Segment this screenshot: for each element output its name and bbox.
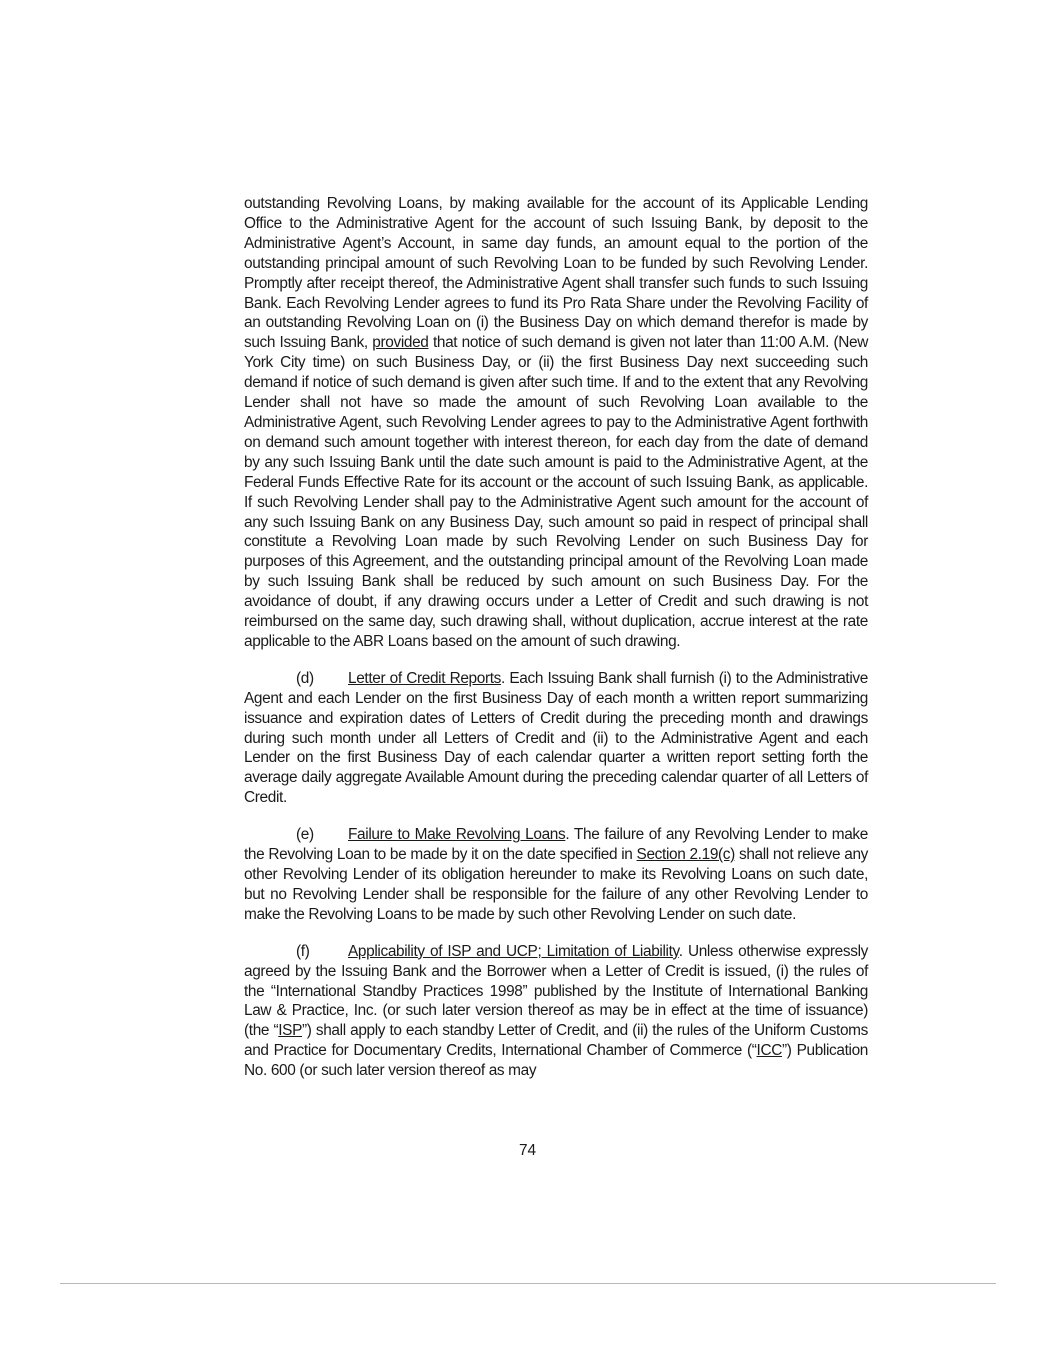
section-e-text-2: shall not relieve any other Revolving Lender of its obligation hereunder to make its Revolving Loans on such date, but no Revolving Lender shall be responsible for the failure of any other Revolving Lender to make the Revolving Loans to be made by such other Revolving Lender on such date. <box>244 846 869 923</box>
section-e-text-1: . The failure of any Revolving Lender to make the Revolving Loan to be made by it on the date specified in <box>244 826 868 864</box>
section-e-paragraph <box>244 825 868 925</box>
footer-divider <box>60 1283 996 1284</box>
isp-term: ISP <box>278 1022 302 1040</box>
section-e-number: (e) <box>296 826 314 844</box>
provided-term: provided <box>372 334 429 352</box>
section-f-paragraph <box>244 942 868 1081</box>
section-d-heading: Letter of Credit Reports <box>348 669 502 687</box>
p1-text-2: that notice of such demand is given not later than 11:00 A.M. (New York City time) on such Business Day, or (ii) the first Business Day next succeeding such demand if notice of such demand is given after such time. If and to the extent that any Revolving Lender shall not have so made the amount of such Revolving Loan available to the Administrative Agent, such Revolving Lender agrees to pay to the Administrative Agent forthwith on demand such amount together with interest thereon, for each day from the date of demand by any such Issuing Bank until the date such amount is paid to the Administrative Agent, at the Federal Funds Effective Rate for its account or the account of such Issuing Bank, as applicable. If such Revolving Lender shall pay to the Administrative Agent such amount for the account of any such Issuing Bank on any Business Day, such amount so paid in respect of principal shall constitute a Revolving Loan made by such Revolving Lender on such Business Day for purposes of this Agreement, and the outstanding principal amount of the Revolving Loan made by such Issuing Bank shall be reduced by such amount on such Business Day. For the avoidance of doubt, if any drawing occurs under a Letter of Credit and such drawing is not reimbursed on the same day, such drawing shall, without duplication, accrue interest at the rate applicable to the ABR Loans based on the amount of such drawing. <box>244 334 868 650</box>
section-reference: Section 2.19(c) <box>636 846 735 864</box>
section-e-heading: Failure to Make Revolving Loans <box>348 826 566 844</box>
document-body <box>244 194 868 1081</box>
section-f-text-3: ”) Publication No. 600 (or such later version thereof as may <box>244 1042 869 1080</box>
paragraph-continuation <box>244 194 868 652</box>
section-f-text-2: ”) shall apply to each standby Letter of Credit, and (ii) the rules of the Uniform Customs and Practice for Documentary Credits, International Chamber of Commerce (“ <box>244 1022 868 1060</box>
section-d-number: (d) <box>296 669 314 687</box>
p1-text-1: outstanding Revolving Loans, by making available for the account of its Applicable Lending Office to the Administrative Agent for the account of such Issuing Bank, by deposit to the Administrative Agent’s Account, in same day funds, an amount equal to the portion of the outstanding principal amount of such Revolving Loan to be funded by such Revolving Lender. Promptly after receipt thereof, the Administrative Agent shall transfer such funds to such Issuing Bank. Each Revolving Lender agrees to fund its Pro Rata Share under the Revolving Facility of an outstanding Revolving Loan on (i) the Business Day on which demand therefor is made by such Issuing Bank, <box>244 195 868 352</box>
section-f-heading: Applicability of ISP and UCP; Limitation of Liability <box>348 942 679 960</box>
section-d-text: . Each Issuing Bank shall furnish (i) to the Administrative Agent and each Lender on the first Business Day of each month a written report summarizing issuance and expiration dates of Letters of Credit during the preceding month and drawings during such month under all Letters of Credit and (ii) to the Administrative Agent and each Lender on the first Business Day of each calendar quarter a written report setting forth the average daily aggregate Available Amount during the preceding calendar quarter of all Letters of Credit. <box>244 669 868 807</box>
icc-term: ICC <box>756 1042 782 1060</box>
section-d-paragraph <box>244 669 868 808</box>
page-number: 74 <box>518 1142 537 1159</box>
section-f-number: (f) <box>296 942 310 960</box>
section-f-text-1: . Unless otherwise expressly agreed by the Issuing Bank and the Borrower when a Letter of Credit is issued, (i) the rules of the “International Standby Practices 1998” published by the Institute of International Banking Law & Practice, Inc. (or such later version thereof as may be in effect at the time of issuance) (the “ <box>244 942 868 1040</box>
